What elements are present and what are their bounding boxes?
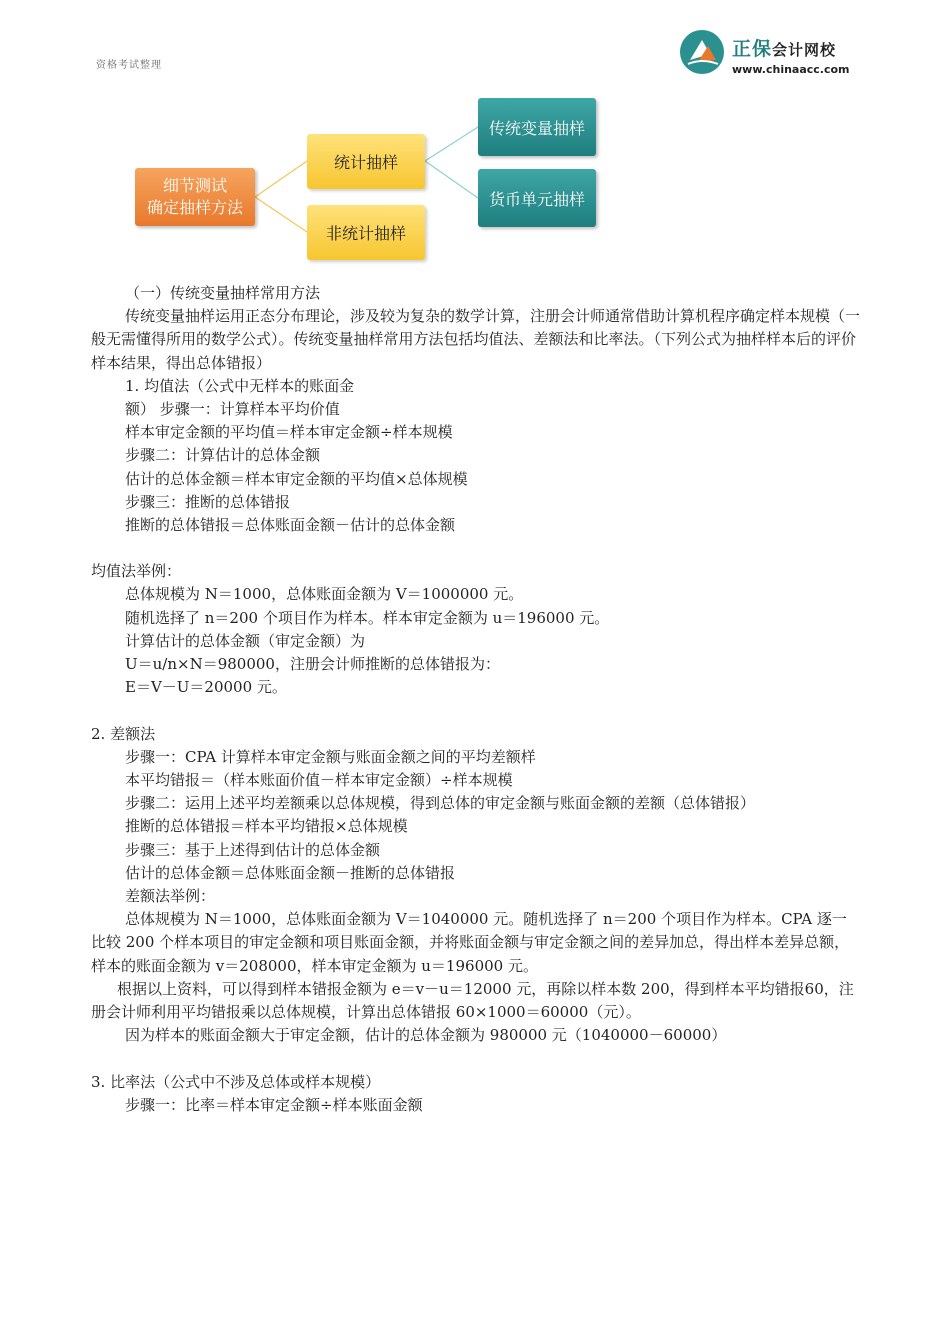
mean-method-formula2: 估计的总体金额＝样本审定金额的平均值×总体规模	[125, 469, 468, 488]
difference-method-formula3: 估计的总体金额＝总体账面金额－推断的总体错报	[125, 863, 456, 882]
mean-example-line3: 计算估计的总体金额（审定金额）为	[125, 631, 366, 650]
box-statistical-sampling: 统计抽样	[307, 134, 425, 189]
mean-method-step3: 步骤三：推断的总体错报	[125, 492, 291, 511]
difference-example-paragraph1: 总体规模为 N＝1000，总体账面金额为 V＝1040000 元。随机选择了 n＝200 个项目作为样本。CPA 逐一比较 200 个样本项目的审定金额和项目账面金额，并将账面金额与审定金额之间的差异加总，得出样本差异总额，样本的账面金额为 v＝208000，样本审定金额为 u＝196000 元。	[91, 910, 850, 975]
sampling-method-diagram	[0, 0, 950, 280]
mean-method-title: 1. 均值法（公式中无样本的账面金	[125, 376, 355, 395]
section-title: （一）传统变量抽样常用方法	[125, 284, 321, 302]
ratio-method-title: 3. 比率法（公式中不涉及总体或样本规模）	[91, 1072, 381, 1091]
difference-method-formula1: 本平均错报＝（样本账面价值－样本审定金额）÷样本规模	[125, 770, 513, 789]
diagram-connectors	[0, 0, 950, 280]
mean-method-step1: 额） 步骤一：计算样本平均价值	[125, 399, 340, 418]
intro-paragraph: 传统变量抽样运用正态分布理论，涉及较为复杂的数学计算，注册会计师通常借助计算机程序确定样本规模（一般无需懂得所用的数学公式）。传统变量抽样常用方法包括均值法、差额法和比率法。（下列公式为抽样样本后的评价样本结果，得出总体错报）	[91, 307, 861, 372]
difference-method-step2: 步骤二：运用上述平均差额乘以总体规模，得到总体的审定金额与账面金额的差额（总体错报）	[125, 794, 756, 813]
box-detail-test-line1: 细节测试	[162, 176, 227, 195]
mean-example-line4: U＝u/n×N＝980000，注册会计师推断的总体错报为：	[125, 655, 500, 674]
logo-url: www.chinaacc.com	[732, 63, 850, 76]
mean-method-formula3: 推断的总体错报＝总体账面金额－估计的总体金额	[125, 515, 456, 534]
mean-example-line1: 总体规模为 N＝1000，总体账面金额为 V＝1000000 元。	[125, 585, 524, 604]
difference-method-step3: 步骤三：基于上述得到估计的总体金额	[125, 840, 381, 859]
difference-example-title: 差额法举例：	[125, 886, 216, 905]
mean-example-line5: E＝V－U＝20000 元。	[125, 678, 287, 697]
difference-method-formula2: 推断的总体错报＝样本平均错报×总体规模	[125, 817, 408, 836]
connector-stat-money	[425, 161, 478, 198]
logo-brand: 正保	[732, 38, 773, 60]
mean-method-step2: 步骤二：计算估计的总体金额	[125, 446, 321, 465]
mean-method-formula1: 样本审定金额的平均值＝样本审定金额÷样本规模	[125, 423, 453, 442]
difference-method-step1: 步骤一：CPA 计算样本审定金额与账面金额之间的平均差额样	[125, 747, 536, 766]
connector-root-nonstat	[255, 197, 307, 232]
box-monetary-unit-sampling: 货币单元抽样	[478, 169, 596, 227]
mean-example-line2: 随机选择了 n＝200 个项目作为样本。样本审定金额为 u＝196000 元。	[125, 608, 610, 627]
ratio-method-step1: 步骤一：比率＝样本审定金额÷样本账面金额	[125, 1095, 423, 1114]
difference-example-paragraph3: 因为样本的账面金额大于审定金额，估计的总体金额为 980000 元（1040000－60000）	[125, 1026, 727, 1045]
mean-example-title: 均值法举例：	[91, 562, 182, 581]
connector-stat-trad	[425, 127, 478, 161]
connector-root-stat	[255, 161, 307, 197]
box-traditional-variable-sampling: 传统变量抽样	[478, 98, 596, 156]
box-detail-test-line2: 确定抽样方法	[146, 198, 243, 217]
difference-example-paragraph2: 根据以上资料，可以得到样本错报金额为 e＝v－u＝12000 元，再除以样本数 200，得到样本平均错报60，注册会计师利用平均错报乘以总体规模，计算出总体错报 60×1000＝60000（元）。	[91, 979, 854, 1021]
box-detail-test	[135, 168, 255, 226]
header-mark: 资格考试整理	[96, 60, 162, 71]
box-non-statistical-sampling: 非统计抽样	[307, 205, 425, 260]
document-body	[91, 282, 861, 1117]
logo-sub: 会计网校	[772, 41, 837, 59]
difference-method-title: 2. 差额法	[91, 724, 156, 743]
